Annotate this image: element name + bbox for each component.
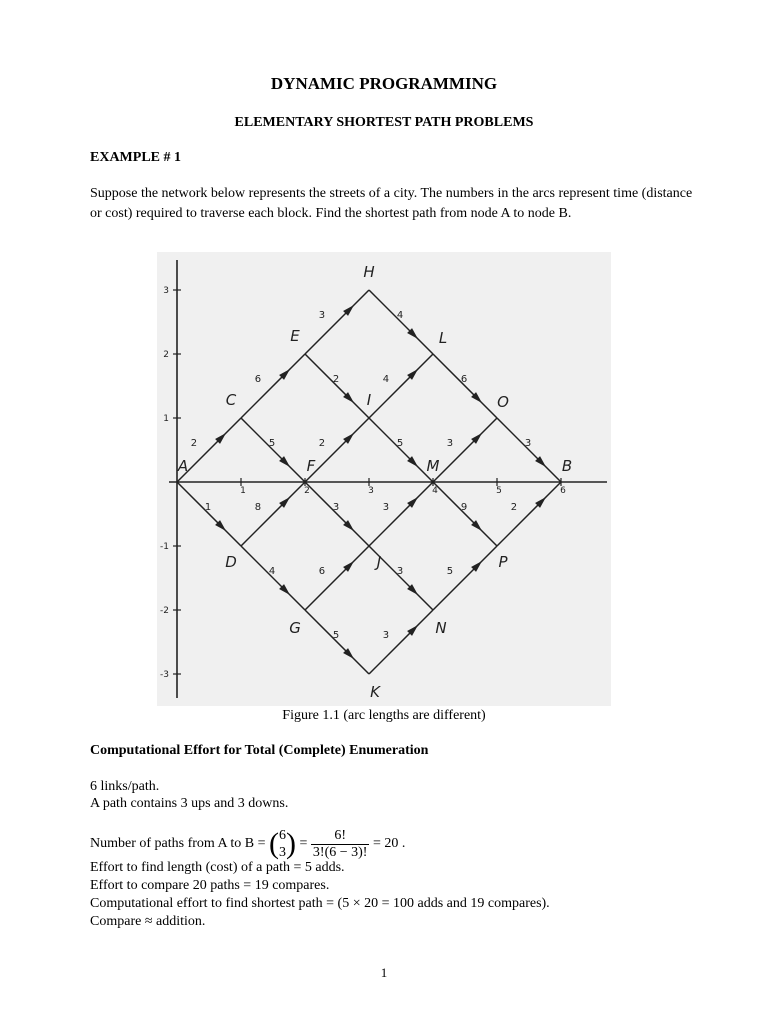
arc-DF (241, 482, 305, 546)
arc-JM (369, 482, 433, 546)
arc-weight-label: 2 (190, 437, 198, 449)
arc-FJ (305, 482, 369, 546)
node-label-M: M (426, 457, 440, 475)
arc-weight-label: 5 (446, 565, 454, 577)
binomial (279, 827, 286, 861)
node-label-G: G (289, 619, 301, 637)
arc-weight-label: 6 (460, 373, 468, 385)
y-tick-label: -3 (160, 670, 169, 680)
node-label-F: F (306, 457, 316, 475)
node-label-N: N (435, 619, 447, 637)
subtitle: ELEMENTARY SHORTEST PATH PROBLEMS (234, 115, 534, 130)
arc-NP (433, 546, 497, 610)
fraction-denominator: 3!(6 − 3)! (312, 844, 368, 860)
arc-weight-label: 4 (268, 565, 276, 577)
node-label-E: E (290, 327, 300, 345)
node-label-A: A (177, 457, 189, 475)
binom-open-paren: ( (269, 827, 279, 860)
arc-IL (366, 354, 433, 418)
arc-weight-label: 9 (460, 501, 468, 513)
x-tick-label: 5 (496, 486, 502, 496)
arc-HL (369, 290, 433, 354)
arc-weight-label: 5 (332, 629, 340, 641)
arc-KN (369, 610, 433, 674)
node-label-P: P (498, 553, 508, 571)
paths-formula (90, 827, 405, 861)
arc-weight-label: 3 (332, 501, 340, 513)
arc-weight-label: 2 (332, 373, 340, 385)
node-label-C: C (225, 391, 237, 409)
ups-downs-line: A path contains 3 ups and 3 downs. (90, 796, 289, 811)
arc-EH (305, 290, 369, 354)
arc-weight-label: 2 (318, 437, 326, 449)
y-tick-label: 1 (163, 414, 169, 424)
page-number: 1 (380, 965, 388, 980)
arc-weight-label: 5 (268, 437, 276, 449)
arc-DG (241, 546, 305, 610)
arc-weight-label: 3 (396, 565, 404, 577)
node-label-I: I (366, 391, 372, 409)
page-title: DYNAMIC PROGRAMMING (270, 74, 498, 93)
binom-top: 6 (279, 828, 286, 843)
arc-weight-label: 3 (524, 437, 532, 449)
arc-weight-label: 3 (318, 309, 326, 321)
arc-weight-label: 3 (382, 629, 390, 641)
node-label-K: K (370, 683, 380, 701)
arc-weight-label: 6 (318, 565, 326, 577)
arc-GK (305, 610, 369, 674)
x-tick-label: 3 (368, 486, 374, 496)
binom-close-paren: ) (286, 827, 296, 860)
arc-weight-label: 2 (510, 501, 518, 513)
arc-weight-label: 6 (254, 373, 262, 385)
compare-note-line: Compare ≈ addition. (90, 914, 206, 929)
arc-CE (241, 354, 305, 418)
y-tick-label: -2 (160, 606, 169, 616)
arc-weight-label: 4 (382, 373, 390, 385)
arc-EI (305, 354, 369, 418)
arc-weight-label: 3 (382, 501, 390, 513)
effort-total-line: Computational effort to find shortest path = (5 × 20 = 100 adds and 19 compares). (90, 896, 550, 911)
figure-caption: Figure 1.1 (arc lengths are different) (282, 708, 486, 723)
arc-LO (433, 354, 497, 418)
section-heading: Computational Effort for Total (Complete) Enumeration (90, 743, 429, 758)
arc-weight-label: 3 (446, 437, 454, 449)
node-label-D: D (225, 553, 237, 571)
effort-length-line: Effort to find length (cost) of a path = 5 adds. (90, 860, 345, 875)
node-label-O: O (497, 393, 509, 411)
links-per-path: 6 links/path. (90, 779, 160, 794)
paths-prefix: Number of paths from A to B = (90, 836, 266, 852)
equals-sign: = (299, 836, 308, 852)
arc-weight-label: 4 (396, 309, 404, 321)
node-label-H: H (363, 263, 375, 281)
effort-compare-line: Effort to compare 20 paths = 19 compares. (90, 878, 330, 893)
intro-paragraph: Suppose the network below represents the streets of a city. The numbers in the arcs represent time (distance or cost) required to traverse each block. Find the shortest path from node A to node B. (90, 186, 693, 221)
arc-weight-label: 5 (396, 437, 404, 449)
fraction-numerator: 6! (311, 828, 370, 845)
x-tick-label: 1 (240, 486, 246, 496)
node-label-J: J (376, 553, 382, 571)
arc-weight-label: 1 (204, 501, 212, 513)
arc-AD (177, 482, 241, 546)
x-tick-label: 4 (432, 486, 438, 496)
arc-MP (433, 482, 497, 546)
paths-result: = 20 . (372, 836, 406, 852)
binom-bottom: 3 (279, 845, 286, 860)
arc-PB (497, 482, 561, 546)
y-tick-label: 3 (163, 286, 169, 296)
arc-OB (497, 418, 561, 482)
x-tick-label: 6 (560, 486, 566, 496)
arc-IM (369, 418, 433, 482)
arc-CF (241, 418, 305, 482)
arc-MO (433, 418, 497, 482)
network-diagram (157, 252, 611, 706)
arc-weight-label: 8 (254, 501, 262, 513)
x-tick-label: 2 (304, 486, 310, 496)
example-label: EXAMPLE # 1 (90, 150, 181, 165)
y-tick-label: -1 (160, 542, 169, 552)
factorial-fraction (311, 828, 370, 861)
network-figure (157, 252, 611, 706)
y-tick-label: 2 (163, 350, 169, 360)
node-label-L: L (438, 329, 448, 347)
node-label-B: B (561, 457, 573, 475)
arc-GJ (305, 546, 369, 610)
